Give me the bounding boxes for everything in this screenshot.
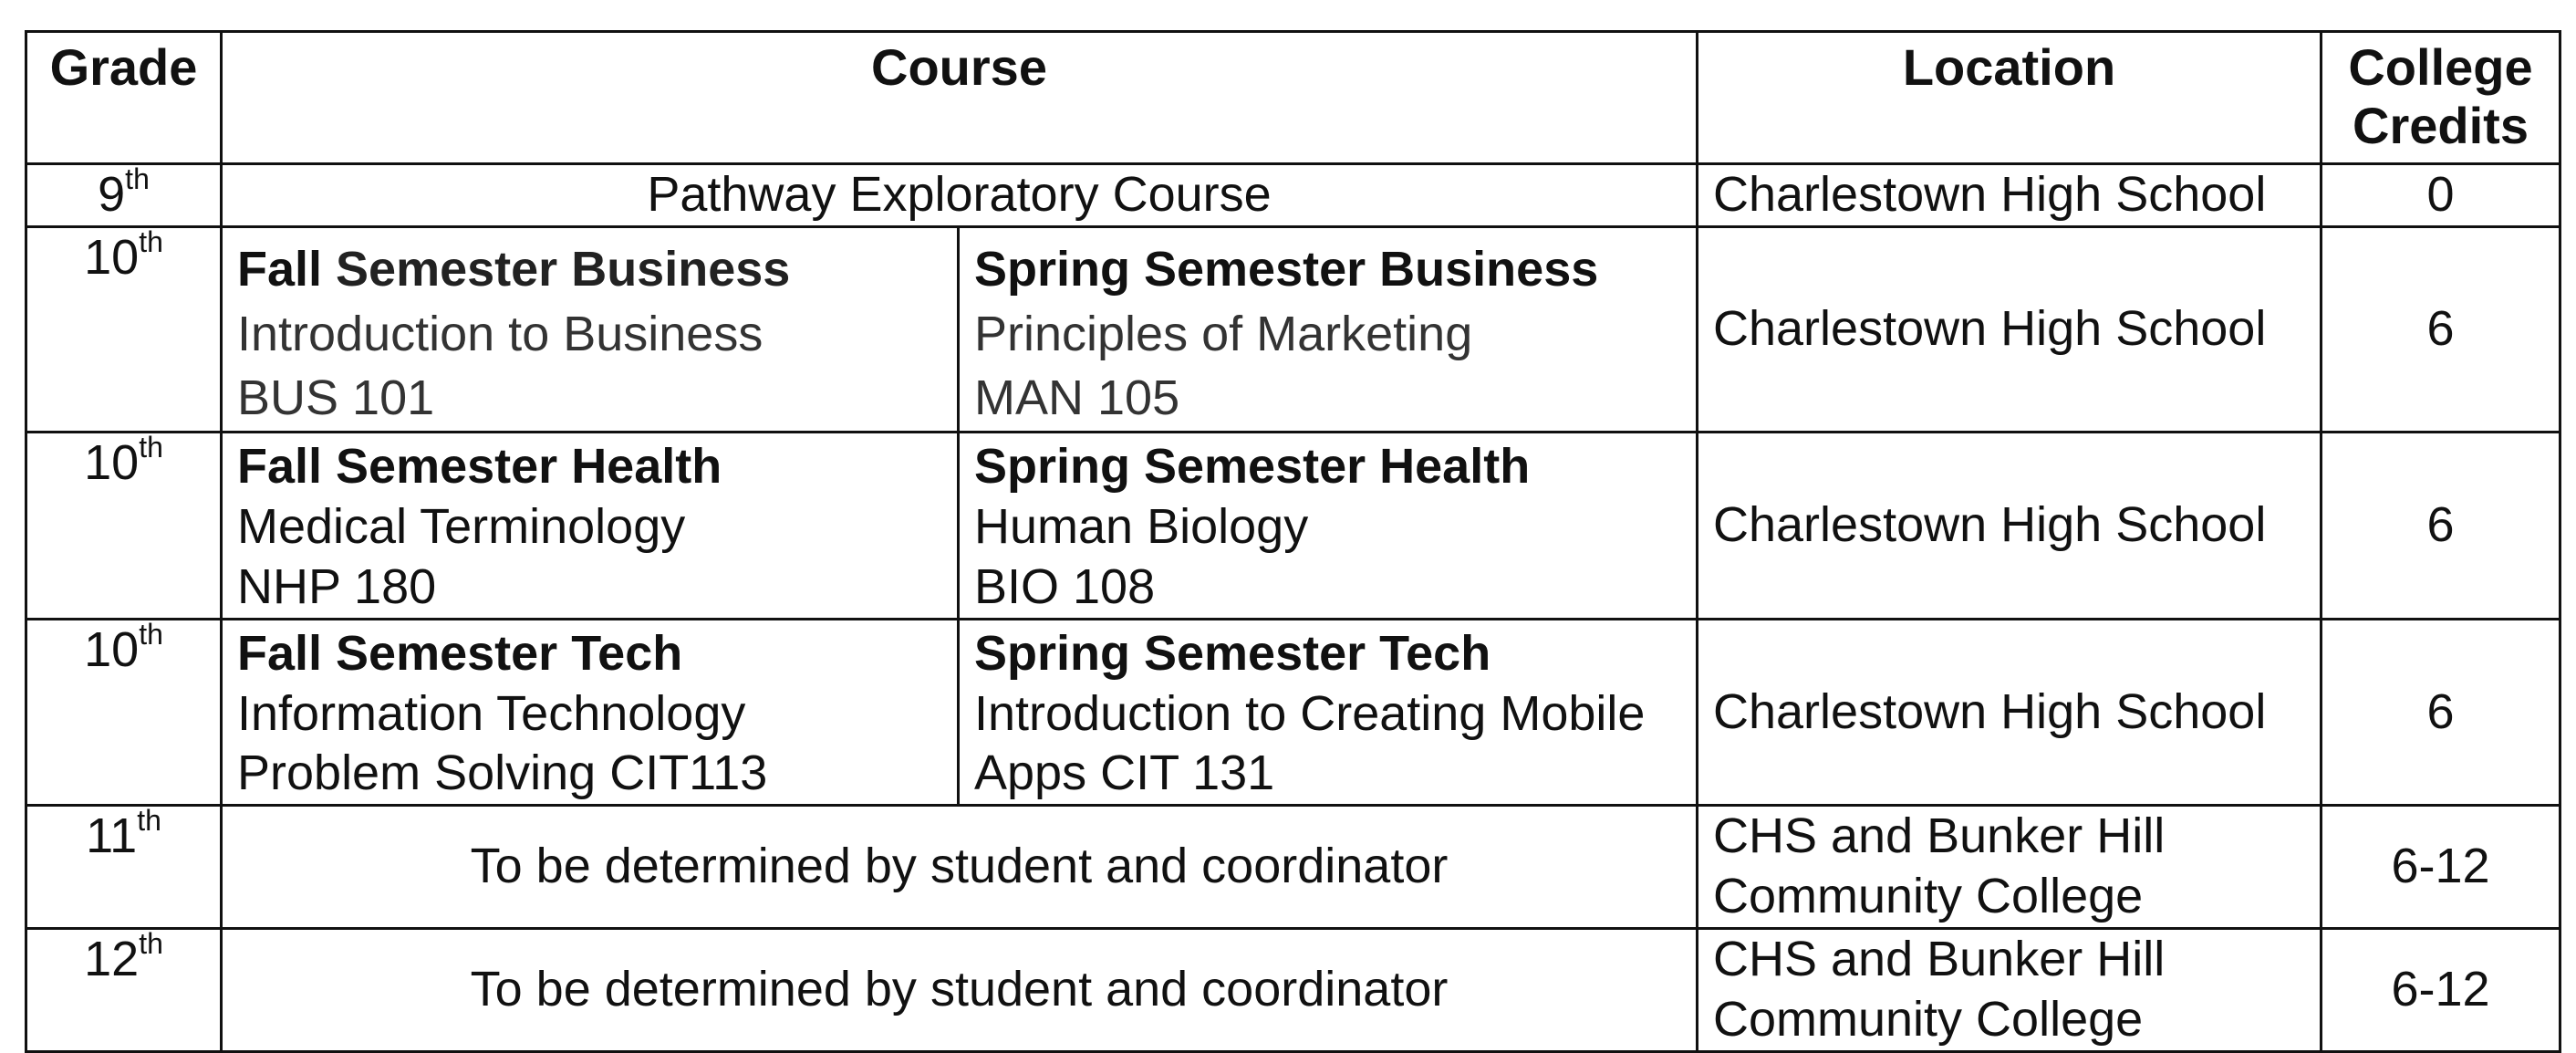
credits-cell: 6 bbox=[2322, 619, 2560, 806]
location-cell: Charlestown High School bbox=[1698, 433, 2322, 620]
fall-course-name: Medical Terminology bbox=[237, 498, 686, 554]
spring-course-code: BIO 108 bbox=[974, 558, 1156, 614]
spring-semester-label: Spring Semester Health bbox=[974, 439, 1531, 495]
fall-course-cell bbox=[222, 433, 959, 620]
location-line2: Community College bbox=[1713, 869, 2144, 924]
spring-course-cell bbox=[959, 433, 1698, 620]
location-cell bbox=[1698, 806, 2322, 929]
fall-semester-label bbox=[237, 237, 942, 302]
course-cell: Pathway Exploratory Course bbox=[222, 164, 1698, 227]
spring-semester-label: Spring Semester Tech bbox=[974, 625, 1491, 681]
fall-semester-label-a: Fall bbox=[237, 241, 323, 297]
grade-cell bbox=[26, 226, 222, 432]
spring-semester-label: Spring Semester Business bbox=[974, 241, 1599, 297]
fall-semester-label: Fall Semester Health bbox=[237, 439, 722, 495]
fall-course-cell bbox=[222, 226, 959, 432]
course-cell: To be determined by student and coordinator bbox=[222, 806, 1698, 929]
fall-course-code: BUS 101 bbox=[237, 370, 435, 426]
table-row bbox=[26, 164, 2560, 227]
grade-number: 10 bbox=[84, 621, 140, 677]
header-row bbox=[26, 32, 2560, 164]
grade-suffix: th bbox=[139, 431, 163, 464]
college-credits-header-line1: College bbox=[2348, 38, 2533, 96]
fall-course-name: Information Technology bbox=[237, 685, 746, 741]
fall-course-code: NHP 180 bbox=[237, 558, 437, 614]
grade-cell bbox=[26, 164, 222, 227]
grade-suffix: th bbox=[125, 162, 150, 195]
grade-cell bbox=[26, 619, 222, 806]
location-cell: Charlestown High School bbox=[1698, 164, 2322, 227]
table-row bbox=[26, 619, 2560, 806]
table-row bbox=[26, 806, 2560, 929]
credits-cell: 6 bbox=[2322, 226, 2560, 432]
grade-number: 9 bbox=[98, 167, 126, 222]
spring-course-cell bbox=[959, 619, 1698, 806]
college-credits-header bbox=[2322, 32, 2560, 164]
location-line2: Community College bbox=[1713, 991, 2144, 1047]
grade-cell bbox=[26, 806, 222, 929]
grade-suffix: th bbox=[139, 617, 163, 651]
location-cell bbox=[1698, 929, 2322, 1052]
college-credits-header-line2: Credits bbox=[2353, 97, 2529, 155]
table-row bbox=[26, 226, 2560, 432]
fall-semester-label: Fall Semester Tech bbox=[237, 625, 683, 681]
grade-cell bbox=[26, 433, 222, 620]
credits-cell: 0 bbox=[2322, 164, 2560, 227]
spring-course-name: Human Biology bbox=[974, 498, 1309, 554]
grade-header: Grade bbox=[26, 32, 222, 164]
spring-course-cell bbox=[959, 226, 1698, 432]
location-line1: CHS and Bunker Hill bbox=[1713, 808, 2166, 864]
credits-cell: 6-12 bbox=[2322, 929, 2560, 1052]
grade-suffix: th bbox=[137, 804, 161, 838]
fall-course-cell bbox=[222, 619, 959, 806]
grade-number: 12 bbox=[84, 932, 140, 987]
fall-course-code: Problem Solving CIT113 bbox=[237, 745, 768, 801]
grade-suffix: th bbox=[139, 224, 163, 258]
grade-cell bbox=[26, 929, 222, 1052]
table-row bbox=[26, 433, 2560, 620]
spring-course-code: Apps CIT 131 bbox=[974, 745, 1275, 801]
location-cell: Charlestown High School bbox=[1698, 226, 2322, 432]
location-header: Location bbox=[1698, 32, 2322, 164]
grade-suffix: th bbox=[139, 927, 163, 961]
table-row bbox=[26, 929, 2560, 1052]
course-cell: To be determined by student and coordinator bbox=[222, 929, 1698, 1052]
fall-course-name: Introduction to Business bbox=[237, 306, 763, 361]
course-pathway-table bbox=[25, 30, 2561, 1053]
spring-course-name: Principles of Marketing bbox=[974, 306, 1473, 361]
spring-course-name: Introduction to Creating Mobile bbox=[974, 685, 1646, 741]
grade-number: 10 bbox=[84, 229, 140, 285]
grade-number: 10 bbox=[84, 435, 140, 491]
credits-cell: 6-12 bbox=[2322, 806, 2560, 929]
fall-semester-label-b: Semester Business bbox=[322, 241, 791, 297]
location-line1: CHS and Bunker Hill bbox=[1713, 932, 2166, 987]
course-header: Course bbox=[222, 32, 1698, 164]
grade-number: 11 bbox=[86, 808, 138, 864]
location-cell: Charlestown High School bbox=[1698, 619, 2322, 806]
spring-course-code: MAN 105 bbox=[974, 370, 1180, 426]
credits-cell: 6 bbox=[2322, 433, 2560, 620]
